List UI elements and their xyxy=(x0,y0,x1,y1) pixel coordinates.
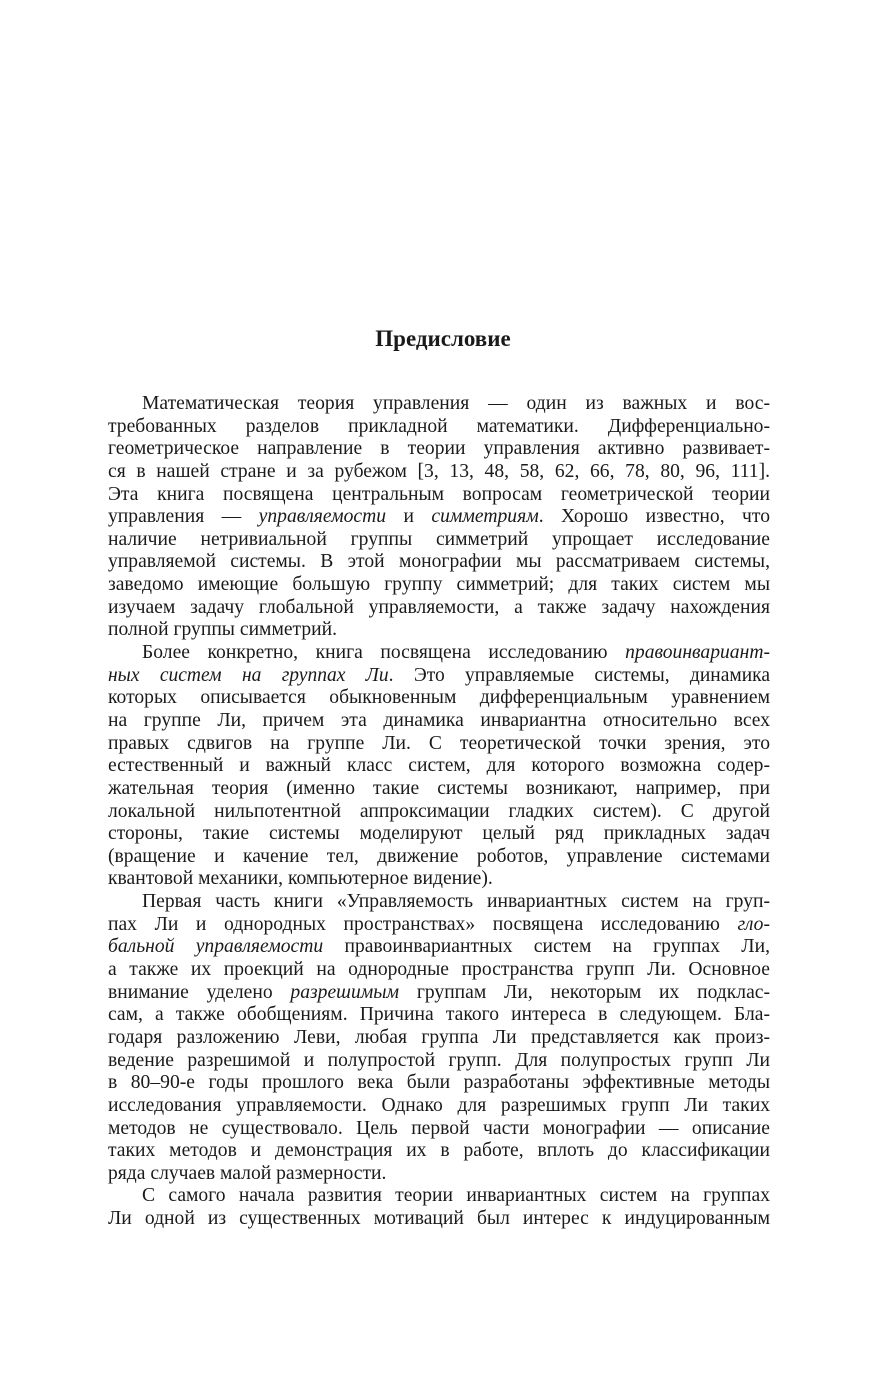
text-line: Более конкретно, книга посвящена исследованию правоинвариант- xyxy=(142,642,770,664)
text-line: полной группы симметрий. xyxy=(108,619,338,641)
text-line: Математическая теория управления — один из важных и вос- xyxy=(142,393,770,414)
text-line: в 80–90-е годы прошлого века были разработаны эффективные методы xyxy=(108,1072,770,1094)
text-line: на группе Ли, причем эта динамика инвариантна относительно всех xyxy=(108,709,770,731)
text-line: требованных разделов прикладной математики. Дифференциально- xyxy=(108,415,770,437)
page-title: Предисловие xyxy=(375,326,511,351)
text-line: внимание уделено разрешимым группам Ли, некоторым их подклас- xyxy=(108,981,770,1003)
emphasis: симметриям xyxy=(431,506,539,528)
text-line: ведение разрешимой и полупростой групп. Для полупростых групп Ли xyxy=(108,1049,770,1071)
text-line: методов не существовало. Цель первой части монографии — описание xyxy=(108,1117,770,1139)
text-line: изучаем задачу глобальной управляемости, а также задачу нахождения xyxy=(108,596,770,618)
text-line: пах Ли и однородных пространствах» посвящена исследованию гло- xyxy=(108,913,770,935)
text-line: исследования управляемости. Однако для разрешимых групп Ли таких xyxy=(108,1094,770,1116)
text-line: Первая часть книги «Управляемость инвариантных систем на груп- xyxy=(142,891,770,913)
text-line: бальной управляемости правоинвариантных систем на группах Ли, xyxy=(108,936,770,958)
text-line: стороны, такие системы моделируют целый ряд прикладных задач xyxy=(108,823,770,845)
paragraph xyxy=(108,642,770,891)
text-line: управляемой системы. В этой монографии мы рассматриваем системы, xyxy=(108,551,770,573)
text-line: наличие нетривиальной группы симметрий упрощает исследование xyxy=(108,528,770,550)
text-line: жательная теория (именно такие системы возникают, например, при xyxy=(108,777,770,799)
emphasis: управляемости xyxy=(258,506,387,528)
text-line: управления — управляемости и симметриям. Хорошо известно, что xyxy=(108,506,770,528)
text-line: заведомо имеющие большую группу симметрий; для таких систем мы xyxy=(108,574,770,596)
emphasis: правоинвариант- xyxy=(625,642,770,664)
paragraph xyxy=(108,1185,770,1230)
text-line: локальной нильпотентной аппроксимации гладких систем). С другой xyxy=(108,800,770,822)
paragraph xyxy=(108,891,770,1185)
text-line: естественный и важный класс систем, для которого возможна содер- xyxy=(108,755,770,777)
text-line: годаря разложению Леви, любая группа Ли представляется как произ- xyxy=(108,1026,770,1048)
text-line: Ли одной из существенных мотиваций был интерес к индуцированным xyxy=(108,1208,770,1230)
preface-text xyxy=(108,393,770,1231)
text-line: квантовой механики, компьютерное видение). xyxy=(108,868,493,890)
text-line: Эта книга посвящена центральным вопросам геометрической теории xyxy=(108,483,770,505)
text-line: ных систем на группах Ли. Это управляемые системы, динамика xyxy=(108,664,770,686)
text-line: геометрическое направление в теории управления активно развивает- xyxy=(108,438,770,460)
text-line: которых описывается обыкновенным дифференциальным уравнением xyxy=(108,687,770,709)
emphasis: разрешимым xyxy=(290,981,400,1003)
text-line: (вращение и качение тел, движение роботов, управление системами xyxy=(108,845,770,867)
text-line: ряда случаев малой размерности. xyxy=(108,1162,387,1184)
emphasis: гло- xyxy=(737,913,770,935)
text-line: таких методов и демонстрация их в работе, вплоть до классификации xyxy=(108,1140,770,1162)
text-line: а также их проекций на однородные пространства групп Ли. Основное xyxy=(108,959,770,981)
emphasis: бальной управляемости xyxy=(108,936,324,958)
text-line: С самого начала развития теории инвариантных систем на группах xyxy=(142,1185,770,1207)
paragraph xyxy=(108,393,770,642)
text-line: ся в нашей стране и за рубежом [3, 13, 48, 58, 62, 66, 78, 80, 96, 111]. xyxy=(108,460,770,482)
text-line: сам, а также обобщениям. Причина такого интереса в следующем. Бла- xyxy=(108,1004,770,1026)
text-line: правых сдвигов на группе Ли. С теоретической точки зрения, это xyxy=(108,732,770,754)
emphasis: ных систем на группах Ли xyxy=(108,664,389,686)
